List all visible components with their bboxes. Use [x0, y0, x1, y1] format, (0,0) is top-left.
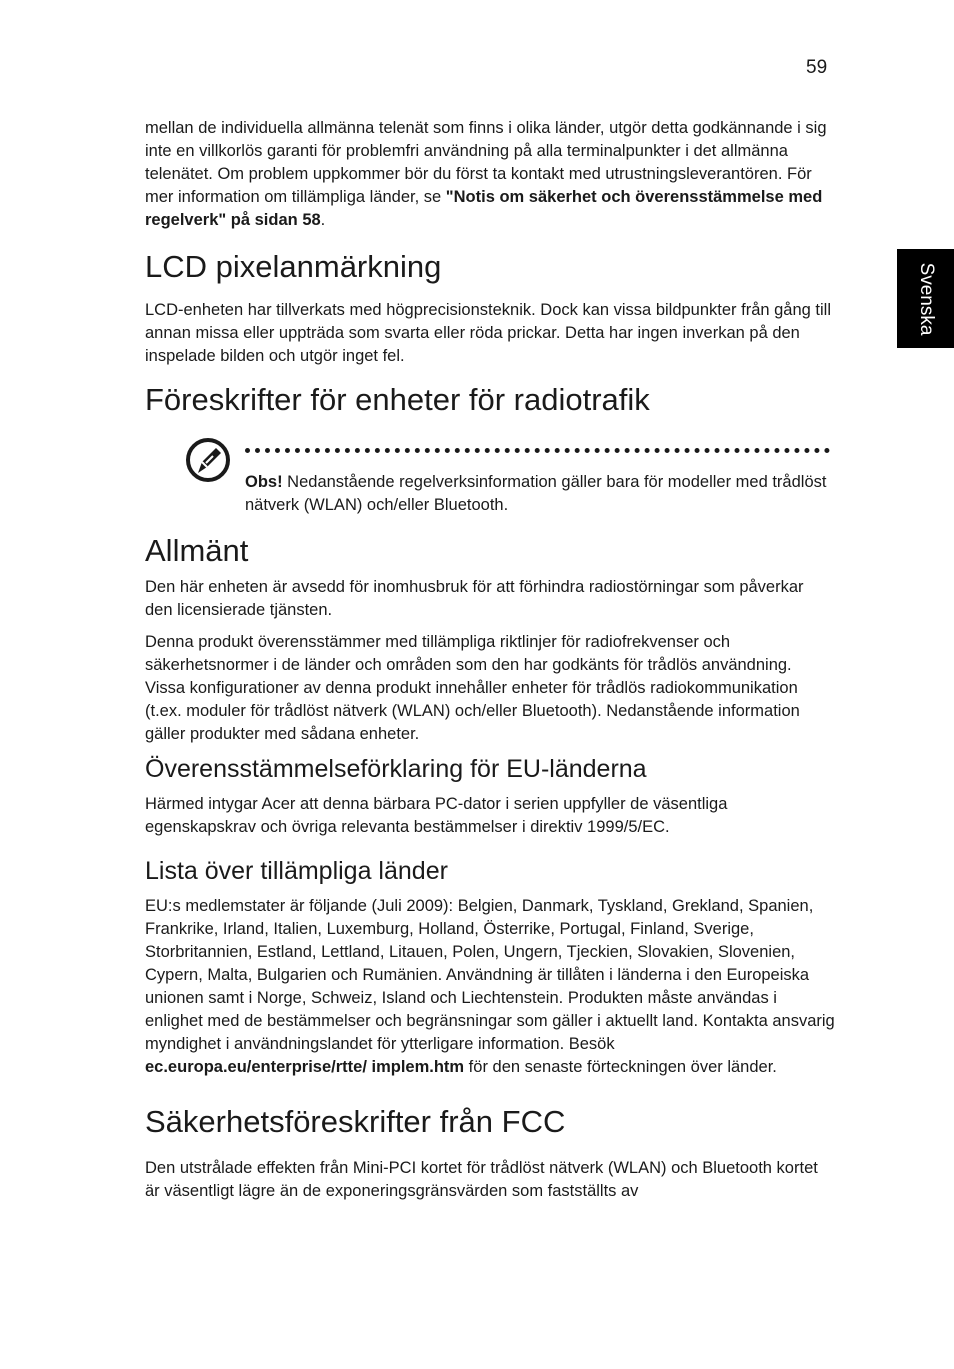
countries-end: för den senaste förteckningen över länder.: [464, 1058, 777, 1076]
language-tab-label: Svenska: [915, 262, 937, 335]
fcc-paragraph: Den utstrålade effekten från Mini-PCI kortet för trådlöst nätverk (WLAN) och Bluetooth kortet är väsentligt lägre än de exponeringsgränsvärden som fastställts av: [145, 1159, 818, 1200]
intro-cross-reference: "Notis om säkerhet och överensstämmelse med regelverk" på sidan 58: [145, 188, 823, 229]
radio-heading: Föreskrifter för enheter för radiotrafik: [145, 382, 650, 417]
language-tab: [897, 249, 954, 348]
countries-heading: Lista över tillämpliga länder: [145, 857, 448, 885]
general-paragraph-2: Denna produkt överensstämmer med tillämpliga riktlinjer för radiofrekvenser och säkerhetsnormer i de länder och områden som den har godkänts för trådlös användning. Vissa konfigurationer av denna produkt innehåller enheter för trådlös radiokommunikation (t.ex. moduler för trådlöst nätverk (WLAN) och/eller Bluetooth). Nedanstående information gäller produkter med sådana enheter.: [145, 633, 800, 743]
page-content: [145, 117, 835, 1203]
countries-text: EU:s medlemstater är följande (Juli 2009): Belgien, Danmark, Tyskland, Grekland, Spanien, Frankrike, Irland, Italien, Luxemburg, Holland, Österrike, Portugal, Finland, Sverige, Storbritannien, Estland, Lettland, Litauen, Polen, Ungern, Tjeckien, Slovakien, Slovenien, Cypern, Malta, Bulgarien och Rumänien. Användning är tillåten i länderna i den Europeiska unionen samt i Norge, Schweiz, Island och Liechtenstein. Produkten måste användas i enlighet med de bestämmelser och begränsningar som gäller i aktuellt land. Kontakta ansvarig myndighet i användningslandet för ytterligare information. Besök: [145, 897, 835, 1053]
lcd-paragraph: LCD-enheten har tillverkats med högprecisionsteknik. Dock kan vissa bildpunkter från gång till annan missa eller uppträda som svarta eller röda prickar. Detta har ingen inverkan på den inspelade bilden och utgör inget fel.: [145, 301, 832, 365]
note-text: Nedanstående regelverksinformation gäller bara för modeller med trådlöst nätverk (WLAN) och/eller Bluetooth.: [245, 473, 827, 514]
intro-end: .: [320, 211, 326, 229]
note-icon: [185, 435, 233, 483]
note-paragraph: [245, 471, 835, 517]
general-heading: Allmänt: [145, 533, 249, 568]
fcc-heading: Säkerhetsföreskrifter från FCC: [145, 1104, 566, 1139]
lcd-heading: LCD pixelanmärkning: [145, 249, 442, 284]
note-label: Obs!: [245, 473, 283, 491]
countries-paragraph: [145, 895, 835, 1079]
eu-paragraph: Härmed intygar Acer att denna bärbara PC-dator i serien uppfyller de väsentliga egenskapskrav och övriga relevanta bestämmelser i direktiv 1999/5/EC.: [145, 795, 728, 836]
eu-heading: Överensstämmelseförklaring för EU-länderna: [145, 755, 647, 783]
note-dotted-rule: [245, 448, 830, 453]
intro-paragraph: [145, 117, 835, 232]
countries-link[interactable]: ec.europa.eu/enterprise/rtte/ implem.htm: [145, 1058, 465, 1076]
intro-text: mellan de individuella allmänna telenät som finns i olika länder, utgör detta godkännande i sig inte en villkorlös garanti för problemfri användning på alla terminalpunkter i det allmänna telenätet. Om problem uppkommer bör du först ta kontakt med utrustningsleverantören. För mer information om tillämpliga länder, se: [145, 119, 827, 206]
general-paragraph-1: Den här enheten är avsedd för inomhusbruk för att förhindra radiostörningar som påverkar den licensierade tjänsten.: [145, 578, 804, 619]
note-box: [185, 435, 835, 519]
page-number: 59: [806, 57, 828, 78]
